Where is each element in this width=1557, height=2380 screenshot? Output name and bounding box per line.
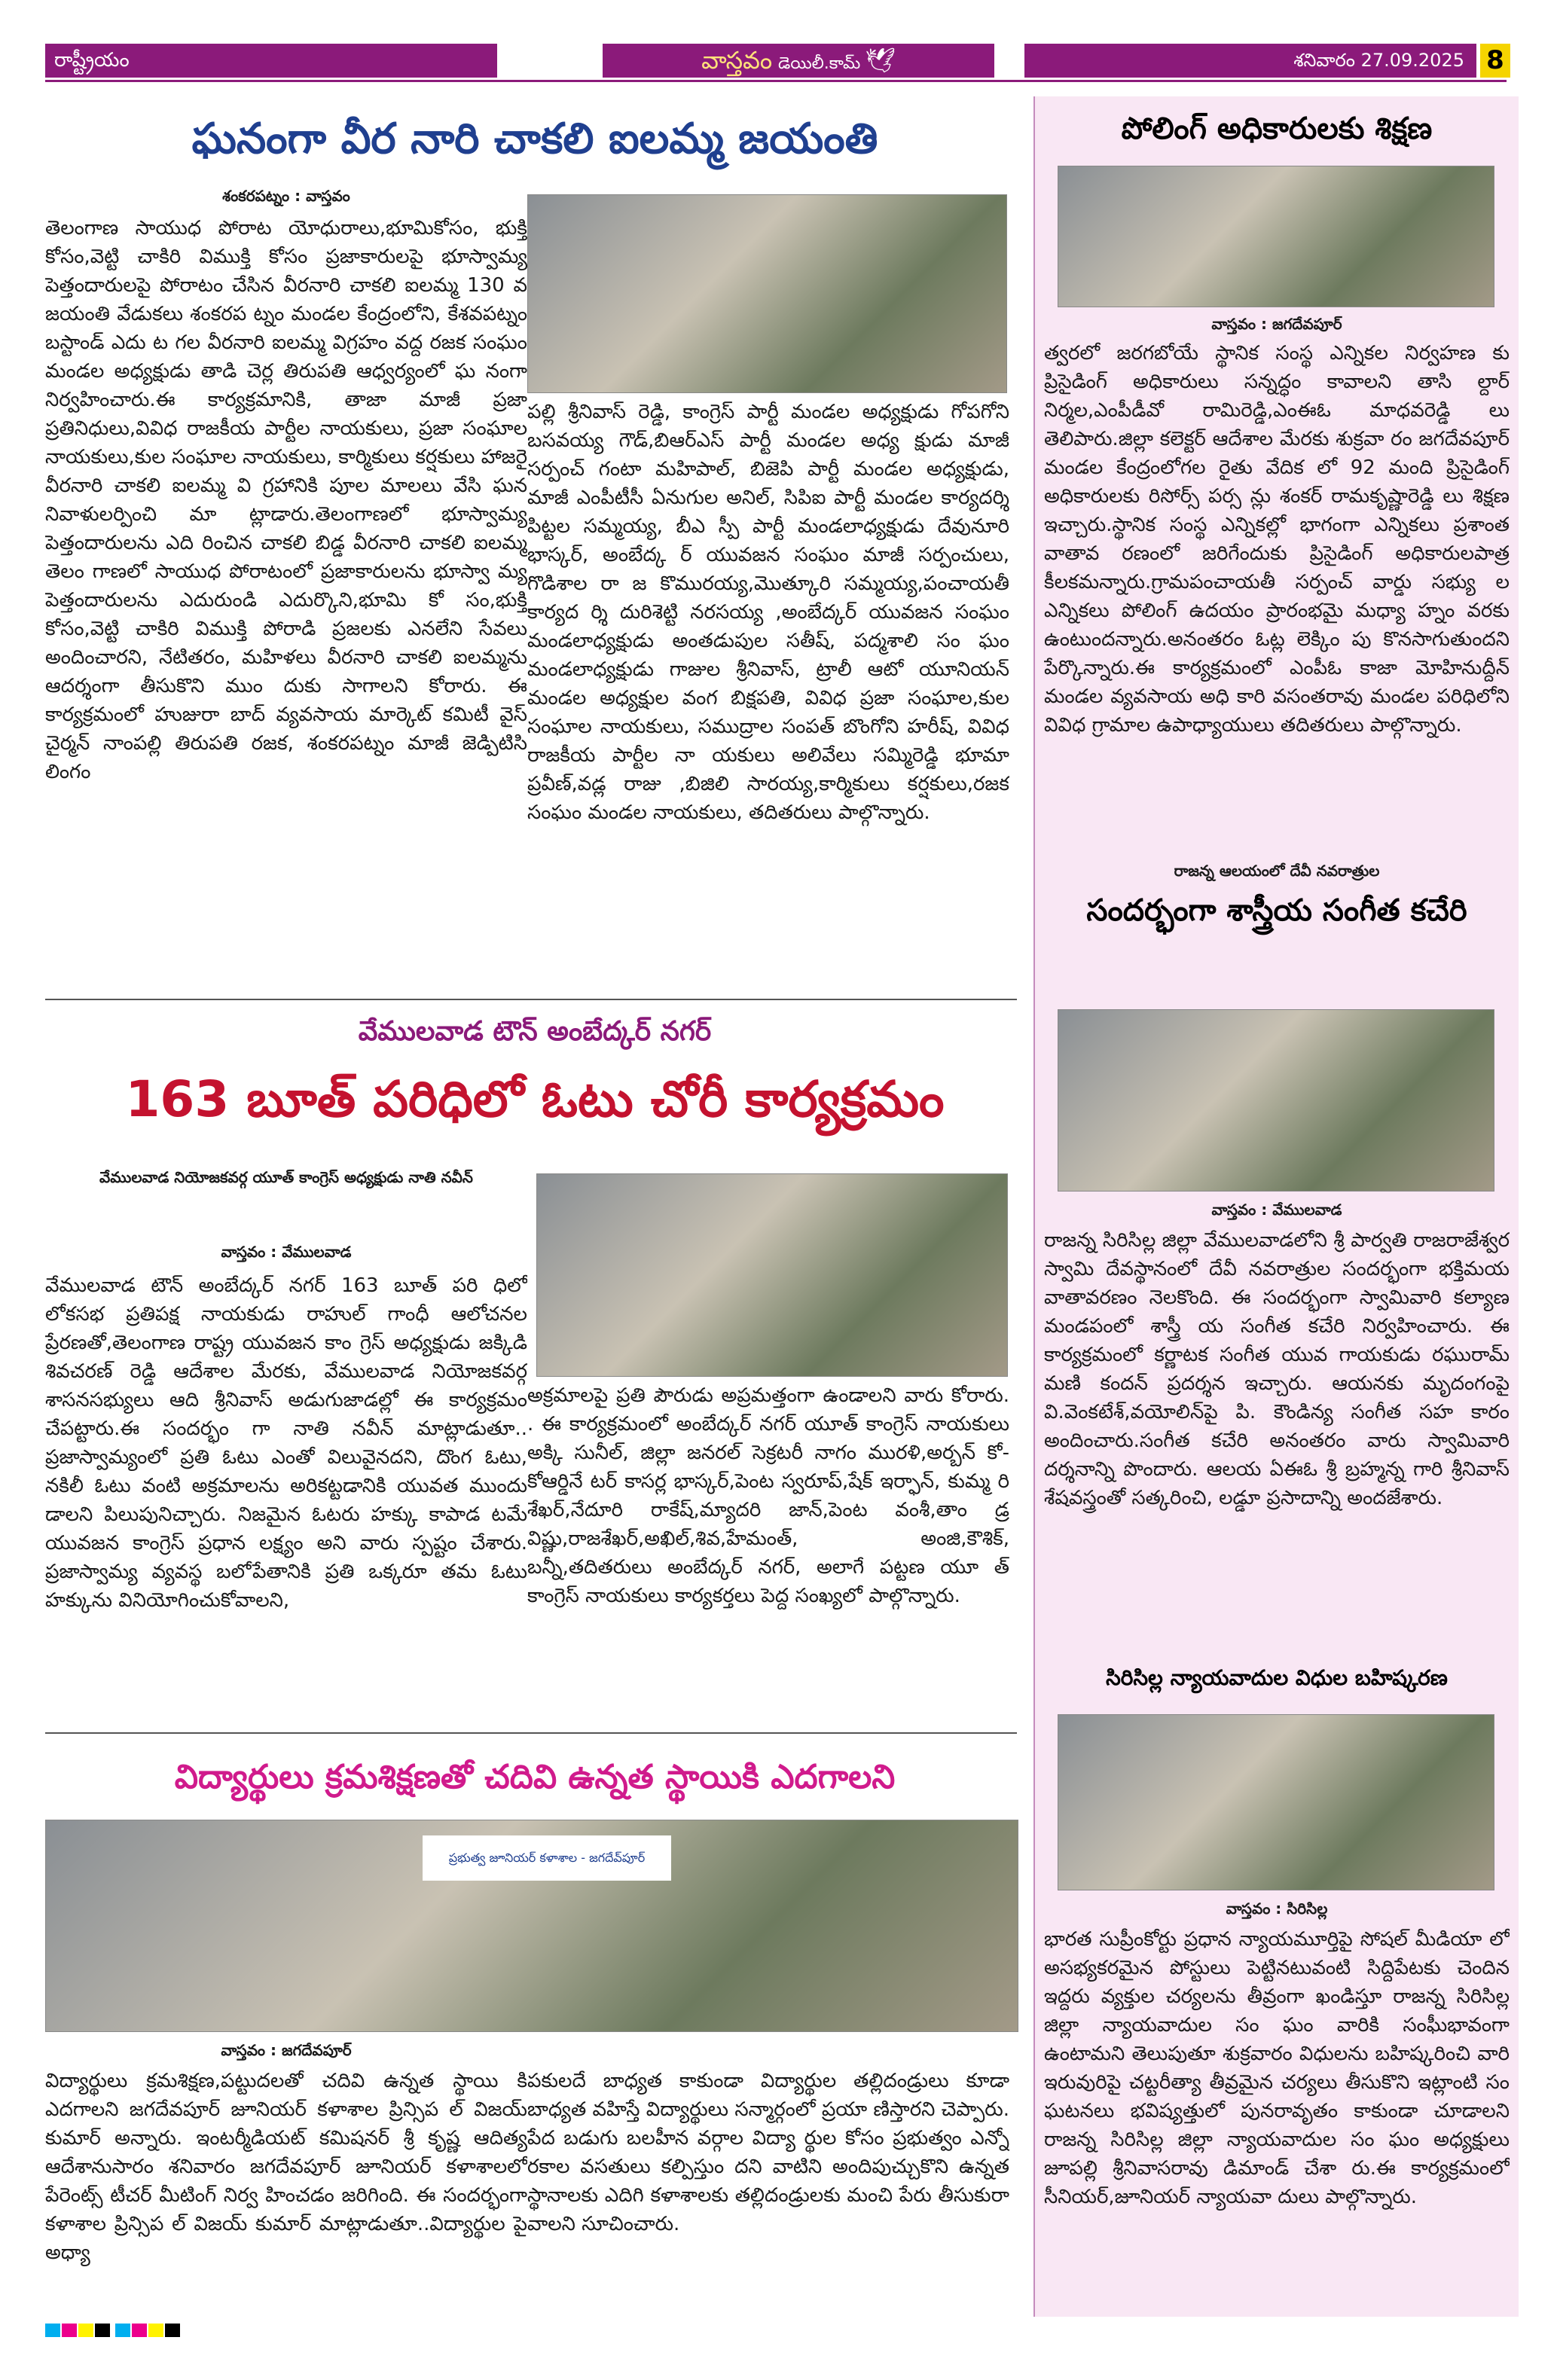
classroom-banner: ప్రభుత్వ జూనియర్ కళాశాల - జగదేవ్‌పూర్ [423, 1835, 671, 1881]
print-registration-marks [45, 2324, 1522, 2339]
sidebar2-body: రాజన్న సిరిసిల్ల జిల్లా వేములవాడలోని శ్రీ పార్వతి రాజరాజేశ్వర స్వామి దేవస్థానంలో దేవీ నవరాత్రుల సందర్భంగా భక్తిమయ వాతావరణం నెలకొంది. ఈ సందర్భంగా స్వామివారి కల్యాణ మండపంలో శాస్త్రీ య సంగీత కచేరి నిర్వహించారు. ఈ కార్యక్రమంలో కర్ణాటక సంగీత యువ గాయకుడు రఘురామ్ మణి కందన్ ప్రదర్శన ఇచ్చారు. ఆయనకు మృదంగంపై వి.వెంకటేశ్,వయోలిన్‌పై పి. కౌండిన్య సంగీత సహ కారం అందించారు.సంగీత కచేరి అనంతరం వారు స్వామివారి దర్శనాన్ని పొందారు. ఆలయ ఏఈఓ శ్రీ బ్రహ్మన్న గారి శ్రీనివాస్ శేషవస్త్రంతో సత్కరించి, లడ్డూ ప్రసాదాన్ని అందజేశారు. [1044, 1229, 1510, 1509]
masthead [603, 44, 994, 78]
article3-col2: పకులదే బాధ్యత కాకుండా విద్యార్థుల తల్లిదండ్రులు కూడా బాధ్యత వహిస్తే విద్యార్థులు సన్మార్గంలో ప్రయా ణిస్తారని చెప్పారు. పేద బడుగు బలహీన వర్గాల విద్యా ర్థుల కోసం ప్రభుత్వం ఎన్నో రకాల వసతులు కల్పిస్తుం దని వాటిని అందిపుచ్చుకొని ఉన్నత స్థానాలకు ఎదిగి కళాశాలకు తల్లిదండ్రులకు మంచి పేరు తీసుకురా వాలని సూచించారు. [527, 2070, 1009, 2235]
sidebar3-photo [1058, 1714, 1494, 1890]
issue-date: శనివారం 27.09.2025 [1024, 44, 1476, 78]
sidebar2-dateline: వాస్తవం : వేములవాడ [1211, 1201, 1342, 1219]
article2-dateline: వాస్తవం : వేములవాడ [221, 1243, 352, 1261]
article1-col1: తెలంగాణ సాయుధ పోరాట యోధురాలు,భూమికోసం, భుక్తి కోసం,వెట్టి చాకిరి విముక్తి కోసం ప్రజాకారులపై భూస్వామ్య పెత్తందారులపై పోరాటం చేసిన వీరనారి చాకలి ఐలమ్మ 130 వ జయంతి వేడుకలు శంకరప ట్నం మండల కేంద్రంలోని, కేశవపట్నం బస్టాండ్ ఎదు ట గల వీరనారి ఐలమ్మ విగ్రహం వద్ద రజక సంఘం మండల అధ్యక్షుడు తాడి చెర్ల తిరుపతి ఆధ్వర్యంలో ఘ నంగా నిర్వహించారు.ఈ కార్యక్రమానికి, తాజా మాజీ ప్రజా ప్రతినిధులు,వివిధ రాజకీయ పార్టీల నాయకులు, ప్రజా సంఘాల నాయకులు,కుల సంఘాల నాయకులు, కార్మికులు కర్షకులు హాజరై వీరనారి చాకలి ఐలమ్మ వి గ్రహానికి పూల మాలలు వేసి ఘన నివాళులర్పించి మా ట్లాడారు.తెలంగాణలో భూస్వామ్య పెత్తందారులను ఎది రించిన చాకలి బిడ్డ వీరనారి చాకలి ఐలమ్మ తెలం గాణలో సాయుధ పోరాటంలో ప్రజాకారులను భూస్వా మ్య పెత్తందారులను ఎదురుండి ఎదుర్కొని,భూమి కో సం,భుక్తి కోసం,వెట్టి చాకిరి విముక్తి పోరాడి ప్రజలకు ఎనలేని సేవలు అందించారని, నేటితరం, మహిళలు వీరనారి చాకలి ఐలమ్మను ఆదర్శంగా తీసుకొని ముం దుకు సాగాలని కోరారు. ఈ కార్యక్రమంలో హుజురా బాద్ వ్యవసాయ మార్కెట్ కమిటీ వైస్ చైర్మన్ నాంపల్లి తిరుపతి రజక, శంకరపట్నం మాజీ జెడ్పిటిసి లింగం [45, 217, 527, 783]
masthead-tag: డెయిలీ.కామ్ [778, 54, 861, 73]
article3-headline: విద్యార్థులు క్రమశిక్షణతో చదివి ఉన్నత స్థాయికి ఎదగాలని [174, 1758, 896, 1796]
article2-subhead: వేములవాడ నియోజకవర్గ యూత్ కాంగ్రెస్ అధ్యక్షుడు నాతి నవీన్ [99, 1168, 473, 1186]
article1-dateline: శంకరపట్నం : వాస్తవం [222, 187, 350, 205]
article2-headline: 163 బూత్ పరిధిలో ఓటు చోరీ కార్యక్రమం [125, 1070, 945, 1128]
article1-headline: ఘనంగా వీర నారి చాకలి ఐలమ్మ జయంతి [191, 114, 878, 163]
sidebar2-kicker: రాజన్న ఆలయంలో దేవీ నవరాత్రుల [1174, 862, 1380, 880]
sidebar3-dateline: వాస్తవం : సిరిసిల్ల [1226, 1899, 1328, 1918]
section-label: రాష్ట్రీయం [45, 44, 497, 78]
sidebar3-body: భారత సుప్రీంకోర్టు ప్రధాన న్యాయమూర్తిపై సోషల్ మీడియా లో అసభ్యకరమైన పోస్టులు పెట్టినటువంటి సిద్దిపేటకు చెందిన ఇద్దరు వ్యక్తుల చర్యలను తీవ్రంగా ఖండిస్తూ రాజన్న సిరిసిల్ల జిల్లా న్యాయవాదుల సం ఘం వారికి సంఘీభావంగా ఉంటామని తెలుపుతూ శుక్రవారం విధులను బహిష్కరించి వారి ఇరువురిపై చట్టరీత్యా తీవ్రమైన చర్యలు తీసుకొని ఇట్లాంటి సం ఘటనలు భవిష్యత్తులో పునరావృతం కాకుండా చూడాలని రాజన్న సిరిసిల్ల జిల్లా న్యాయవాదుల సం ఘం అధ్యక్షులు జూపల్లి శ్రీనివాసరావు డిమాండ్ చేశా రు.ఈ కార్యక్రమంలో సీనియర్,జూనియర్ న్యాయవా దులు పాల్గొన్నారు. [1044, 1928, 1510, 2208]
sidebar1-photo [1058, 166, 1494, 307]
sidebar2-photo [1058, 1009, 1494, 1192]
article2-col2: అక్రమాలపై ప్రతి పౌరుడు అప్రమత్తంగా ఉండాలని వారు కోరారు. . ఈ కార్యక్రమంలో అంబేద్కర్ నగర్ యూత్ కాంగ్రెస్ నాయకులు అక్కి సునీల్, జిల్లా జనరల్ సెక్రటరీ నాగం మురళి,అర్బన్ కో- కోఆర్డినే టర్ కాసర్ల భాస్కర్,పెంట స్వరూప్,షేక్ ఇర్ఫాన్, కుమ్మ రి శేఖర్,నేదూరి రాకేష్,మ్యాదరి జాన్,పెంట వంశీ,తాం డ్ర విష్ణు,రాజశేఖర్,అఖిల్,శివ,హేమంత్, అంజి,కౌశిక్, బన్నీ,తదితరులు అంబేద్కర్ నగర్, అలాగే పట్టణ యూ త్ కాంగ్రెస్ నాయకులు కార్యకర్తలు పెద్ద సంఖ్యలో పాల్గొన్నారు. [527, 1384, 1009, 1607]
masthead-title: వాస్తవం [701, 46, 773, 75]
article1-col2: పల్లి శ్రీనివాస్ రెడ్డి, కాంగ్రెస్ పార్టీ మండల అధ్యక్షుడు గోపగోని బసవయ్య గౌడ్,బిఆర్ఎస్ పార్టీ మండల అధ్య క్షుడు మాజీ సర్పంచ్ గంటా మహిపాల్, బిజెపి పార్టీ మండల అధ్యక్షుడు, మాజీ ఎంపీటీసీ ఏనుగుల అనిల్, సిపిఐ పార్టీ మండల కార్యదర్శి పిట్టల సమ్మయ్య, బీఎ స్పీ పార్టీ మండలాధ్యక్షుడు దేవునూరి భాస్కర్, అంబేద్క ర్ యువజన సంఘం మాజీ సర్పంచులు, గొడిశాల రా జ కొమురయ్య,మొత్కూరి సమ్మయ్య,పంచాయతీ కార్యద ర్శి దురిశెట్టి నరసయ్య ,అంబేద్కర్ యువజన సంఘం మండలాధ్యక్షుడు అంతడుపుల సతీష్, పద్మశాలి సం ఘం మండలాధ్యక్షుడు గాజుల శ్రీనివాస్, ట్రాలీ ఆటో యూనియన్ మండల అధ్యక్షుల వంగ బిక్షపతి, వివిధ ప్రజా సంఘాల,కుల సంఘాల నాయకులు, సముద్రాల సంపత్ బొంగోని హరీష్, వివిధ రాజకీయ పార్టీల నా యకులు అలివేలు సమ్మిరెడ్డి భూమా ప్రవీణ్,వడ్ల రాజు ,బిజిలి సారయ్య,కార్మికులు కర్షకులు,రజక సంఘం మండల నాయకులు, తదితరులు పాల్గొన్నారు. [527, 401, 1009, 824]
article3-photo [45, 1820, 1018, 2032]
sidebar1-dateline: వాస్తవం : జగదేవపూర్ [1211, 315, 1342, 333]
sidebar3-headline: సిరిసిల్ల న్యాయవాదుల విధుల బహిష్కరణ [1106, 1665, 1448, 1690]
page-header [45, 44, 1507, 82]
sidebar [1033, 96, 1519, 2317]
divider [45, 1732, 1017, 1734]
article3-dateline: వాస్తవం : జగదేవపూర్ [221, 2041, 352, 2059]
sidebar1-headline: పోలింగ్ అధికారులకు శిక్షణ [1121, 111, 1433, 146]
article2-photo [536, 1173, 1008, 1377]
divider [45, 999, 1017, 1000]
article1-photo [527, 194, 1007, 393]
article3-col1: విద్యార్థులు క్రమశిక్షణ,పట్టుదలతో చదివి ఉన్నత స్థాయి కి ఎదగాలని జగదేవపూర్ జూనియర్ కళాశాల ప్రిన్సిప ల్ విజయ్ కుమార్ అన్నారు. ఇంటర్మీడియట్ కమిషనర్ శ్రీ కృష్ణ ఆదిత్య ఆదేశానుసారం శనివారం జగదేవపూర్ జూనియర్ కళాశాలలో పేరెంట్స్ టీచర్ మీటింగ్ నిర్వ హించడం జరిగింది. ఈ సందర్భంగా కళాశాల ప్రిన్సిప ల్ విజయ్ కుమార్ మాట్లాడుతూ..విద్యార్థుల పై అధ్యా [45, 2070, 527, 2264]
bird-logo-icon: 🕊 [865, 46, 896, 75]
sidebar1-body: త్వరలో జరగబోయే స్థానిక సంస్థ ఎన్నికల నిర్వహణ కు ప్రిసైడింగ్ అధికారులు సన్నద్ధం కావాలని తాసి ల్దార్ నిర్మల,ఎంపీడీవో రామిరెడ్డి,ఎంఈఓ మాధవరెడ్డి లు తెలిపారు.జిల్లా కలెక్టర్ ఆదేశాల మేరకు శుక్రవా రం జగదేవపూర్ మండల కేంద్రంలోగల రైతు వేదిక లో 92 మంది ప్రిసైడింగ్ అధికారులకు రిసోర్స్ పర్స న్లు శంకర్ రామకృష్ణారెడ్డి లు శిక్షణ ఇచ్చారు.స్థానిక సంస్థ ఎన్నికల్లో భాగంగా ఎన్నికలు ప్రశాంత వాతావ రణంలో జరిగేందుకు ప్రిసైడింగ్ అధికారులపాత్ర కీలకమన్నారు.గ్రామపంచాయతీ సర్పంచ్ వార్డు సభ్యు ల ఎన్నికలు పోలింగ్ ఉదయం ప్రారంభమై మధ్యా హ్నం వరకు ఉంటుందన్నారు.అనంతరం ఓట్ల లెక్కిం పు కొనసాగుతుందని పేర్కొన్నారు.ఈ కార్యక్రమంలో ఎంపీఓ కాజా మోహినుద్దీన్ మండల వ్యవసాయ అధి కారి వసంతరావు మండల పరిధిలోని వివిధ గ్రామాల ఉపాధ్యాయులు తదితరులు పాల్గొన్నారు. [1044, 342, 1510, 737]
page-number: 8 [1480, 44, 1510, 78]
article2-col1: వేములవాడ టౌన్ అంబేద్కర్ నగర్ 163 బూత్ పరి ధిలో లోకసభ ప్రతిపక్ష నాయకుడు రాహుల్ గాంధీ ఆలోచనల ప్రేరణతో,తెలంగాణ రాష్ట్ర యువజన కాం గ్రెస్ అధ్యక్షుడు జక్కిడి శివచరణ్ రెడ్డి ఆదేశాల మేరకు, వేములవాడ నియోజకవర్గ శాసనసభ్యులు ఆది శ్రీనివాస్ అడుగుజాడల్లో ఈ కార్యక్రమం చేపట్టారు.ఈ సందర్భం గా నాతి నవీన్ మాట్లాడుతూ.. ప్రజాస్వామ్యంలో ప్రతి ఓటు ఎంతో విలువైనదని, దొంగ ఓటు, నకిలీ ఓటు వంటి అక్రమాలను అరికట్టడానికి యువత ముందు డాలని పిలుపునిచ్చారు. నిజమైన ఓటరు హక్కు కాపాడ టమే యువజన కాంగ్రెస్ ప్రధాన లక్ష్యం అని వారు స్పష్టం చేశారు. ప్రజాస్వామ్య వ్యవస్థ బలోపేతానికి ప్రతి ఒక్కరూ తమ ఓటు హక్కును వినియోగించుకోవాలని, [45, 1274, 527, 1612]
article2-kicker: వేములవాడ టౌన్ అంబేద్కర్ నగర్ [358, 1016, 712, 1047]
sidebar2-headline: సందర్భంగా శాస్త్రీయ సంగీత కచేరి [1086, 893, 1467, 928]
